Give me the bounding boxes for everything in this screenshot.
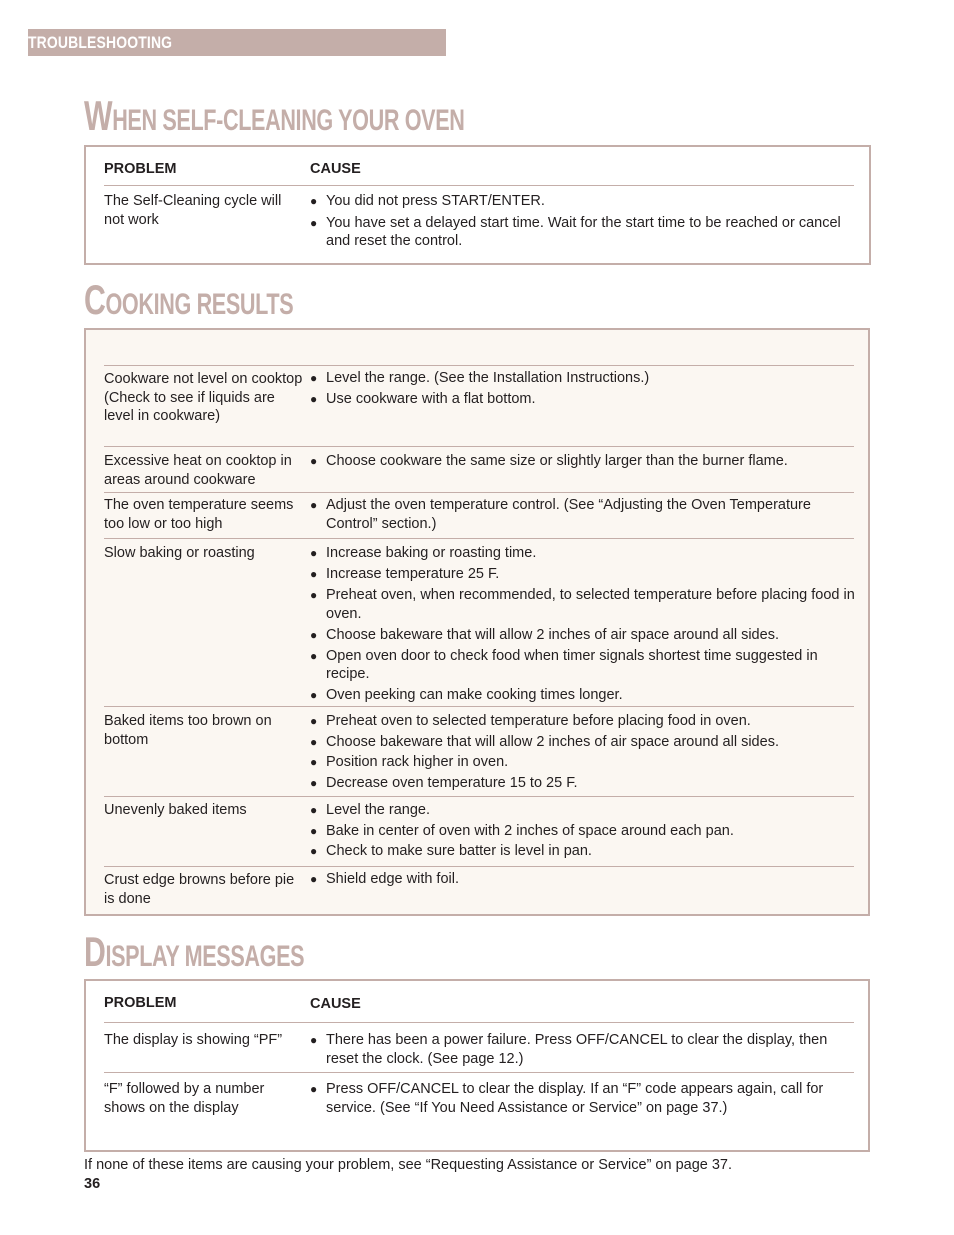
cause-cell xyxy=(310,544,855,705)
cause-cell xyxy=(310,801,855,861)
cause-cell xyxy=(310,870,855,889)
cause-cell xyxy=(310,1031,855,1068)
cause-item: ● Bake in center of oven with 2 inches of space around each pan. xyxy=(310,822,855,841)
cooking-results-table xyxy=(84,328,870,916)
row-rule xyxy=(104,1072,854,1073)
problem-cell: The Self-Cleaning cycle will not work xyxy=(104,193,282,228)
cause-item: ● You have set a delayed start time. Wait for the start time to be reached or cancel and reset the control. xyxy=(310,214,855,251)
footer-note: If none of these items are causing your problem, see “Requesting Assistance or Service” on page 37. xyxy=(84,1157,733,1173)
cause-item: ● Check to make sure batter is level in pan. xyxy=(310,842,855,861)
row-rule xyxy=(104,446,854,447)
cause-item: ● You did not press START/ENTER. xyxy=(310,192,855,211)
cooking-results-title: COOKING RESULTS xyxy=(84,276,294,323)
cause-item: ● Increase baking or roasting time. xyxy=(310,544,855,563)
problem-cell: Crust edge browns before pie is done xyxy=(104,872,295,907)
cause-item: ● Position rack higher in oven. xyxy=(310,753,855,772)
row-rule xyxy=(104,538,854,539)
header-rule xyxy=(104,185,854,186)
row-rule xyxy=(104,796,854,797)
cause-item: ● Adjust the oven temperature control. (See “Adjusting the Oven Temperature Control” section.) xyxy=(310,496,855,533)
cause-item: ● Use cookware with a flat bottom. xyxy=(310,390,855,409)
problem-cell: The display is showing “PF” xyxy=(104,1032,283,1048)
cause-item: ● Choose bakeware that will allow 2 inches of air space around all sides. xyxy=(310,733,855,752)
col-header-cause: CAUSE xyxy=(310,161,361,177)
cause-cell xyxy=(310,369,855,409)
cause-item: ● Level the range. (See the Installation Instructions.) xyxy=(310,369,855,388)
problem-cell: Excessive heat on cooktop in areas around cookware xyxy=(104,453,292,488)
col-header-problem: PROBLEM xyxy=(104,161,177,177)
col-header-cause: CAUSE xyxy=(310,996,361,1012)
cause-cell xyxy=(310,712,855,792)
cause-item: ● Oven peeking can make cooking times longer. xyxy=(310,686,855,705)
cause-item: ● Choose bakeware that will allow 2 inches of air space around all sides. xyxy=(310,626,855,645)
col-header-problem: PROBLEM xyxy=(104,995,177,1011)
header-rule xyxy=(104,1022,854,1023)
cause-item: ● Preheat oven to selected temperature before placing food in oven. xyxy=(310,712,855,731)
display-messages-table xyxy=(84,979,870,1152)
cause-item: ● Open oven door to check food when timer signals shortest time suggested in recipe. xyxy=(310,647,855,684)
cause-cell xyxy=(310,1080,855,1117)
problem-cell: Baked items too brown on bottom xyxy=(104,713,272,748)
section-header-label: TROUBLESHOOTING xyxy=(28,33,173,52)
problem-cell: “F” followed by a number shows on the display xyxy=(104,1081,265,1116)
cause-item: ● There has been a power failure. Press OFF/CANCEL to clear the display, then reset the clock. (See page 12.) xyxy=(310,1031,855,1068)
display-messages-title: DISPLAY MESSAGES xyxy=(84,928,305,975)
row-rule xyxy=(104,492,854,493)
self-cleaning-title: WHEN SELF-CLEANING YOUR OVEN xyxy=(84,92,465,139)
cause-item: ● Decrease oven temperature 15 to 25 F. xyxy=(310,774,855,793)
problem-cell: Unevenly baked items xyxy=(104,802,247,818)
problem-cell: Cookware not level on cooktop (Check to see if liquids are level in cookware) xyxy=(104,371,303,424)
cause-item: ● Shield edge with foil. xyxy=(310,870,855,889)
problem-cell: The oven temperature seems too low or too high xyxy=(104,497,294,532)
row-rule xyxy=(104,706,854,707)
header-rule xyxy=(104,365,854,366)
cause-item: ● Press OFF/CANCEL to clear the display. If an “F” code appears again, call for service. (See “If You Need Assistance or Service” on page 37.) xyxy=(310,1080,855,1117)
self-cleaning-table xyxy=(84,145,871,265)
cause-item: ● Preheat oven, when recommended, to selected temperature before placing food in oven. xyxy=(310,586,855,623)
page-number: 36 xyxy=(84,1176,101,1192)
cause-item: ● Level the range. xyxy=(310,801,855,820)
row-rule xyxy=(104,866,854,867)
cause-item: ● Choose cookware the same size or slightly larger than the burner flame. xyxy=(310,452,855,471)
problem-cell: Slow baking or roasting xyxy=(104,545,255,561)
cause-cell xyxy=(310,192,855,251)
cause-cell xyxy=(310,452,855,471)
cause-item: ● Increase temperature 25 F. xyxy=(310,565,855,584)
cause-cell xyxy=(310,496,855,533)
